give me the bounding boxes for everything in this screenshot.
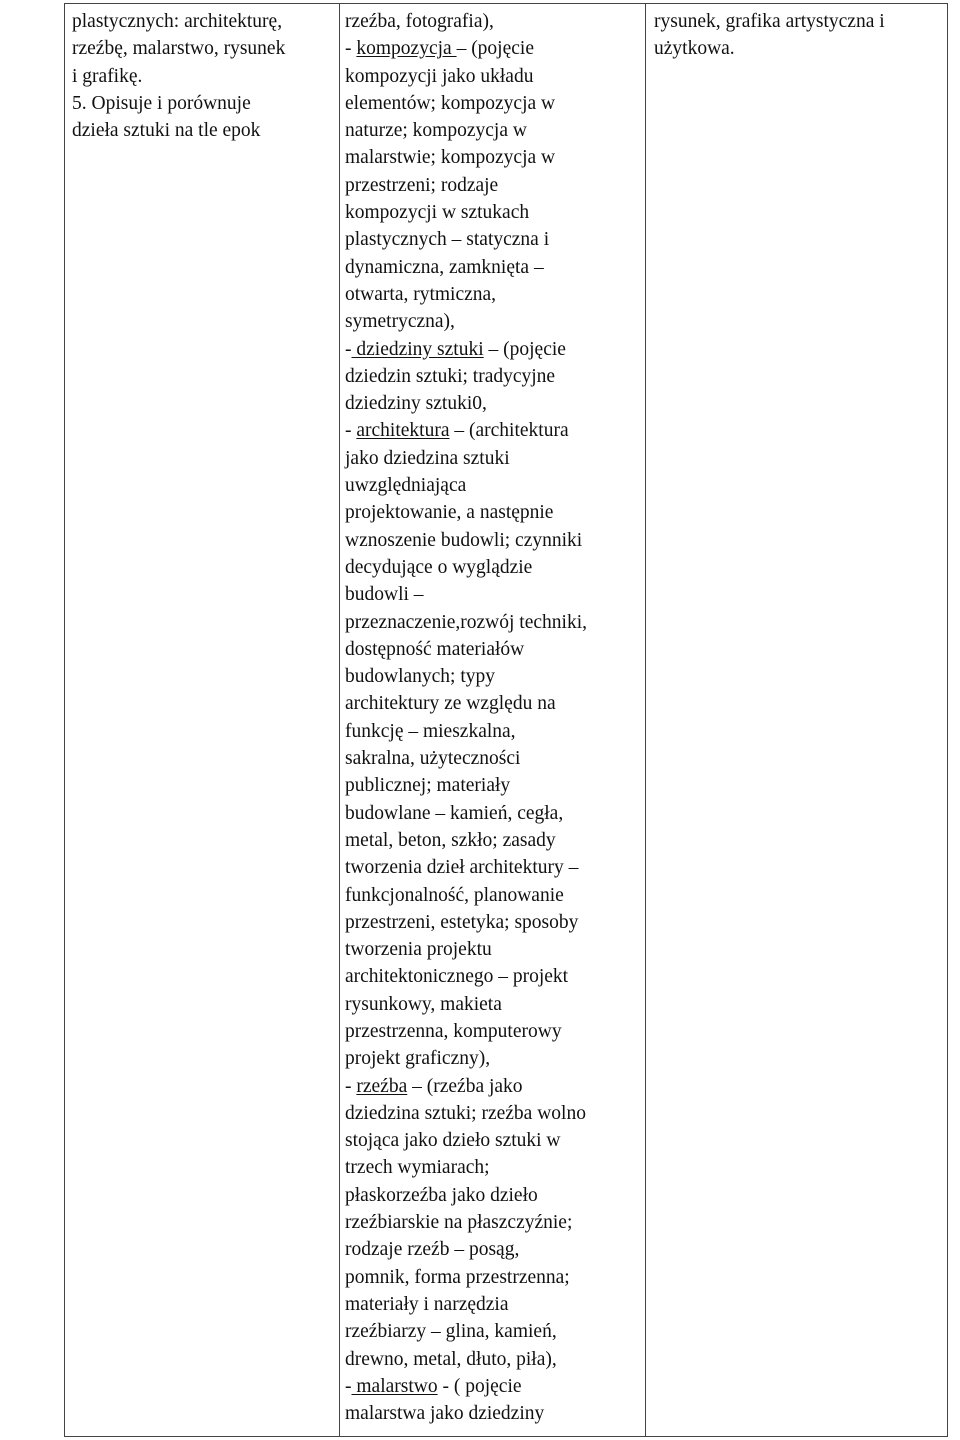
curriculum-table xyxy=(64,3,948,1437)
text-run: płaskorzeźba jako dzieło xyxy=(345,1184,538,1206)
text-line xyxy=(654,35,947,62)
text-run: materiały i narzędzia xyxy=(345,1293,509,1315)
text-line xyxy=(345,1400,645,1427)
text-run: trzech wymiarach; xyxy=(345,1157,490,1179)
text-run: pomnik, forma przestrzenna; xyxy=(345,1266,570,1288)
text-run: publicznej; materiały xyxy=(345,775,511,797)
text-line xyxy=(345,1018,645,1045)
text-run: stojąca jako dzieło sztuki w xyxy=(345,1130,561,1152)
text-run: rzeźbiarskie na płaszczyźnie; xyxy=(345,1212,573,1234)
cell-text xyxy=(646,8,947,63)
text-line xyxy=(345,772,645,799)
text-run: sakralna, użyteczności xyxy=(345,748,521,770)
text-run: architektonicznego – projekt xyxy=(345,966,569,988)
underlined-term: rzeźba xyxy=(356,1075,408,1097)
text-run: projektowanie, a następnie xyxy=(345,502,554,524)
text-run: budowli – xyxy=(345,584,424,606)
text-line xyxy=(345,172,645,199)
text-run: rzeźbę, malarstwo, rysunek xyxy=(72,38,286,60)
text-line xyxy=(345,636,645,663)
text-run: dostępność materiałów xyxy=(345,638,525,660)
text-line xyxy=(345,1073,645,1100)
text-run: – (pojęcie xyxy=(483,338,566,360)
text-line xyxy=(345,827,645,854)
text-line xyxy=(345,1346,645,1373)
text-line xyxy=(345,144,645,171)
text-run: wznoszenie budowli; czynniki xyxy=(345,529,583,551)
underlined-term: malarstwo xyxy=(351,1375,438,1397)
text-line xyxy=(72,90,339,117)
text-run: - xyxy=(345,38,357,60)
text-run: uwzględniająca xyxy=(345,475,467,497)
text-line xyxy=(345,1264,645,1291)
text-line xyxy=(345,1209,645,1236)
text-run: kompozycji jako układu xyxy=(345,65,534,87)
text-line xyxy=(345,745,645,772)
text-line xyxy=(345,499,645,526)
text-line xyxy=(345,226,645,253)
text-line xyxy=(345,63,645,90)
text-line xyxy=(345,417,645,444)
text-run: rzeźba, fotografia), xyxy=(345,11,494,32)
text-run: architektury ze względu na xyxy=(345,693,556,715)
text-run: rzeźbiarzy – glina, kamień, xyxy=(345,1321,557,1343)
text-run: jako dziedzina sztuki xyxy=(345,447,510,469)
text-run: 5. Opisuje i porównuje xyxy=(72,92,251,114)
text-run: kompozycji w sztukach xyxy=(345,202,530,224)
text-run: tworzenia projektu xyxy=(345,939,492,961)
text-run: dynamiczna, zamknięta – xyxy=(345,256,544,278)
text-line xyxy=(345,1127,645,1154)
text-line xyxy=(345,663,645,690)
text-run: przeznaczenie,rozwój techniki, xyxy=(345,611,587,633)
text-run: otwarta, rytmiczna, xyxy=(345,283,497,305)
text-line xyxy=(345,609,645,636)
text-run: - ( pojęcie xyxy=(437,1375,522,1397)
text-run: plastycznych: architekturę, xyxy=(72,11,283,32)
table-row xyxy=(65,4,948,1437)
text-line xyxy=(345,363,645,390)
text-line xyxy=(345,527,645,554)
text-line xyxy=(345,281,645,308)
text-run: drewno, metal, dłuto, piła), xyxy=(345,1348,557,1370)
text-run: rysunek, grafika artystyczna i xyxy=(654,11,885,32)
text-line xyxy=(72,117,339,144)
text-line xyxy=(345,581,645,608)
text-run: tworzenia dzieł architektury – xyxy=(345,857,579,879)
text-run: metal, beton, szkło; zasady xyxy=(345,829,556,851)
text-run: malarstwa jako dziedziny xyxy=(345,1403,545,1425)
text-run: malarstwie; kompozycja w xyxy=(345,147,556,169)
text-run: - xyxy=(345,338,352,360)
text-run: i grafikę. xyxy=(72,65,143,87)
text-run: elementów; kompozycja w xyxy=(345,92,556,114)
text-line xyxy=(345,390,645,417)
text-run: – (architektura xyxy=(449,420,569,442)
table-cell-content xyxy=(340,4,646,1437)
text-line xyxy=(345,1236,645,1263)
text-line xyxy=(345,1100,645,1127)
text-line xyxy=(345,1291,645,1318)
text-line xyxy=(345,90,645,117)
text-run: naturze; kompozycja w xyxy=(345,120,527,142)
text-run: – (rzeźba jako xyxy=(407,1075,523,1097)
text-run: przestrzeni, estetyka; sposoby xyxy=(345,911,579,933)
text-run: funkcję – mieszkalna, xyxy=(345,720,516,742)
text-line xyxy=(345,35,645,62)
underlined-term: kompozycja xyxy=(356,38,457,60)
text-line xyxy=(345,445,645,472)
text-line xyxy=(345,1154,645,1181)
text-run: - xyxy=(345,420,357,442)
cell-text xyxy=(65,8,339,144)
text-line xyxy=(345,854,645,881)
text-line xyxy=(345,800,645,827)
text-line xyxy=(345,1318,645,1345)
text-run: dziedziny sztuki0, xyxy=(345,393,487,415)
table-cell-requirements xyxy=(65,4,340,1437)
text-line xyxy=(345,991,645,1018)
text-line xyxy=(345,1182,645,1209)
text-run: przestrzeni; rodzaje xyxy=(345,174,499,196)
text-line xyxy=(345,554,645,581)
text-line xyxy=(345,336,645,363)
text-line xyxy=(72,35,339,62)
text-line xyxy=(72,63,339,90)
text-run: rodzaje rzeźb – posąg, xyxy=(345,1239,520,1261)
text-run: – (pojęcie xyxy=(456,38,534,60)
text-run: - xyxy=(345,1075,357,1097)
text-line xyxy=(345,882,645,909)
text-line xyxy=(345,117,645,144)
text-line xyxy=(345,199,645,226)
text-run: rysunkowy, makieta xyxy=(345,993,502,1015)
text-line xyxy=(345,1045,645,1072)
text-line xyxy=(72,8,339,35)
text-run: projekt graficzny), xyxy=(345,1048,491,1070)
text-run: budowlane – kamień, cegła, xyxy=(345,802,564,824)
text-run: - xyxy=(345,1375,352,1397)
text-run: decydujące o wyglądzie xyxy=(345,556,533,578)
text-line xyxy=(654,8,947,35)
text-run: funkcjonalność, planowanie xyxy=(345,884,564,906)
text-run: użytkowa. xyxy=(654,38,735,60)
text-run: plastycznych – statyczna i xyxy=(345,229,550,251)
text-run: przestrzenna, komputerowy xyxy=(345,1020,562,1042)
text-run: symetryczna), xyxy=(345,311,455,333)
text-line xyxy=(345,718,645,745)
text-line xyxy=(345,1373,645,1400)
text-run: dzieła sztuki na tle epok xyxy=(72,120,261,142)
text-line xyxy=(345,963,645,990)
text-run: dziedzina sztuki; rzeźba wolno xyxy=(345,1102,586,1124)
text-line xyxy=(345,254,645,281)
cell-text xyxy=(340,8,645,1427)
text-line xyxy=(345,8,645,35)
text-line xyxy=(345,472,645,499)
table-cell-notes xyxy=(646,4,948,1437)
underlined-term: architektura xyxy=(356,420,450,442)
text-line xyxy=(345,936,645,963)
text-line xyxy=(345,909,645,936)
text-run: budowlanych; typy xyxy=(345,666,496,688)
underlined-term: dziedziny sztuki xyxy=(351,338,484,360)
text-line xyxy=(345,690,645,717)
text-line xyxy=(345,308,645,335)
text-run: dziedzin sztuki; tradycyjne xyxy=(345,365,556,387)
